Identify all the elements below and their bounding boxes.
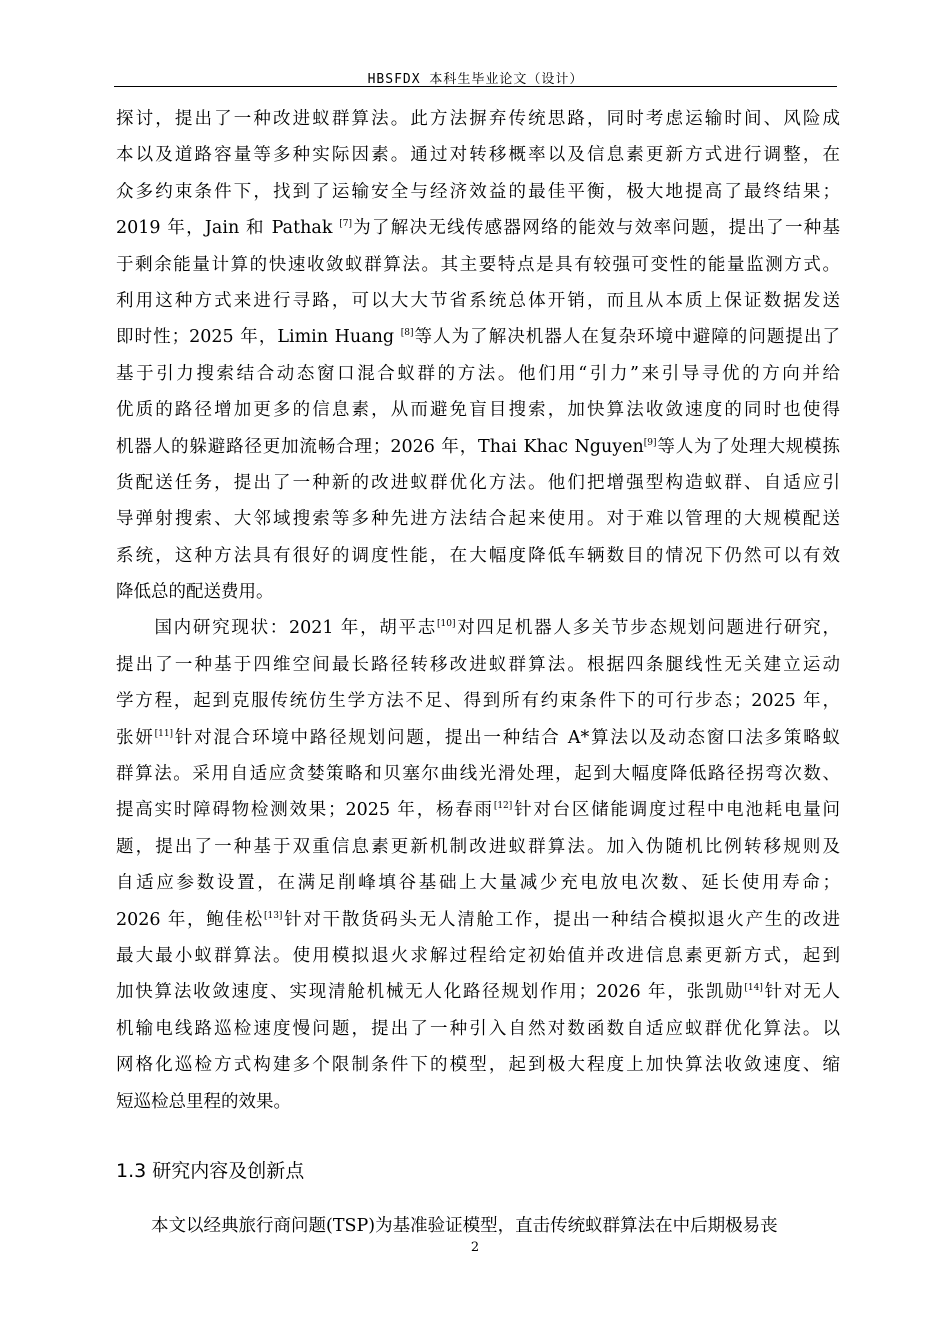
paragraph-line <box>116 1011 840 1047</box>
line-text: 等人为了解决机器人在复杂环境中避障的问题提出了 <box>413 327 841 348</box>
line-text: 短巡检总里程的效果。 <box>116 1091 291 1112</box>
paragraph-line <box>116 137 840 173</box>
paragraph-line <box>116 938 840 974</box>
line-text: 对四足机器人多关节步态规划问题进行研究， <box>455 618 841 639</box>
line-text: 网格化巡检方式构建多个限制条件下的模型，起到极大程度上加快算法收敛速度、缩 <box>116 1055 840 1076</box>
line-text: 利用这种方式来进行寻路，可以大大节省系统总体开销，而且从本质上保证数据发送 <box>116 290 840 311</box>
line-text: 降低总的配送费用。 <box>116 582 274 603</box>
paragraph-line <box>116 501 840 537</box>
paragraph-line <box>116 792 840 828</box>
paragraph-line <box>116 210 840 246</box>
line-text: 自适应参数设置，在满足削峰填谷基础上大量减少充电放电次数、延长使用寿命； <box>116 873 840 894</box>
line-text: 张妍 <box>116 727 155 748</box>
line-text: 货配送任务，提出了一种新的改进蚁群优化方法。他们把增强型构造蚁群、自适应引 <box>116 472 840 493</box>
paragraph-line <box>116 247 840 283</box>
paragraph-line <box>116 974 840 1010</box>
line-text: 国内研究现状：2021 年，胡平志 <box>116 618 437 639</box>
line-text: 本以及道路容量等多种实际因素。通过对转移概率以及信息素更新方式进行调整，在 <box>116 145 840 166</box>
line-text: 众多约束条件下，找到了运输安全与经济效益的最佳平衡，极大地提高了最终结果； <box>116 181 840 202</box>
line-text: 探讨，提出了一种改进蚁群算法。此方法摒弃传统思路，同时考虑运输时间、风险成 <box>116 109 840 129</box>
line-text: 2026 年，鲍佳松 <box>116 909 264 930</box>
line-text: 即时性；2025 年，Limin Huang <box>116 327 401 348</box>
paragraph-line <box>116 610 840 646</box>
line-text: 为了解决无线传感器网络的能效与效率问题，提出了一种基 <box>352 218 840 239</box>
line-text: 针对无人 <box>762 982 840 1003</box>
paragraph-line <box>116 683 840 719</box>
paragraph-line <box>116 356 840 392</box>
citation-superscript: [12] <box>493 801 513 812</box>
paragraph-line <box>116 756 840 792</box>
line-text: 2019 年，Jain 和 Pathak <box>116 218 340 239</box>
paragraph-line <box>116 174 840 210</box>
line-text: 针对台区储能调度过程中电池耗电量问 <box>512 800 840 821</box>
line-text: 题，提出了一种基于双重信息素更新机制改进蚁群算法。加入伪随机比例转移规则及 <box>116 836 840 857</box>
line-text: 提出了一种基于四维空间最长路径转移改进蚁群算法。根据四条腿线性无关建立运动 <box>116 654 840 675</box>
body-text <box>116 101 840 1120</box>
paragraph-line <box>116 465 840 501</box>
citation-superscript: [10] <box>437 619 456 630</box>
line-text: 等人为了处理大规模拣 <box>656 436 841 457</box>
paragraph-line <box>116 1047 840 1083</box>
paragraph-line <box>116 101 840 137</box>
citation-superscript: [7] <box>339 219 352 230</box>
line-text: 机输电线路巡检速度慢问题，提出了一种引入自然对数函数自适应蚁群优化算法。以 <box>116 1018 840 1039</box>
citation-superscript: [11] <box>154 728 174 739</box>
header-rule <box>114 86 837 87</box>
paragraph-line <box>116 865 840 901</box>
line-text: 机器人的躲避路径更加流畅合理；2026 年，Thai Khac Nguyen <box>116 436 644 457</box>
line-text: 加快算法收敛速度、实现清舱机械无人化路径规划作用；2026 年，张凯勋 <box>116 982 745 1003</box>
citation-superscript: [8] <box>400 328 414 339</box>
citation-superscript: [13] <box>263 910 283 921</box>
paragraph-line <box>116 429 840 465</box>
paragraph-line <box>116 392 840 428</box>
page-number: 2 <box>470 1240 480 1255</box>
paragraph-line <box>116 647 840 683</box>
paragraph-line <box>116 283 840 319</box>
line-text: 针对混合环境中路径规划问题，提出一种结合 A*算法以及动态窗口法多策略蚁 <box>173 727 841 748</box>
line-text: 导弹射搜索、大邻域搜索等多种先进方法结合起来使用。对于难以管理的大规模配送 <box>116 509 840 530</box>
paragraph-line <box>116 319 840 355</box>
line-text: 提高实时障碍物检测效果；2025 年，杨春雨 <box>116 800 494 821</box>
paragraph-line <box>116 829 840 865</box>
line-text: 针对干散货码头无人清舱工作，提出一种结合模拟退火产生的改进 <box>282 909 841 930</box>
line-text: 基于引力搜索结合动态窗口混合蚁群的方法。他们用“引力”来引导寻优的方向并给 <box>116 363 840 384</box>
section-heading: 1.3 研究内容及创新点 <box>116 1160 305 1182</box>
paragraph-line <box>116 902 840 938</box>
line-text: 于剩余能量计算的快速收敛蚁群算法。其主要特点是具有较强可变性的能量监测方式。 <box>116 254 840 275</box>
citation-superscript: [9] <box>643 437 657 448</box>
running-header: HBSFDX 本科生毕业论文（设计） <box>367 72 584 87</box>
paragraph-line <box>116 1084 840 1120</box>
line-text: 群算法。采用自适应贪婪策略和贝塞尔曲线光滑处理，起到大幅度降低路径拐弯次数、 <box>116 764 840 785</box>
line-text: 最大最小蚁群算法。使用模拟退火求解过程给定初始值并改进信息素更新方式，起到 <box>116 945 840 966</box>
paragraph-line <box>116 720 840 756</box>
paragraph-line <box>116 538 840 574</box>
line-text: 系统，这种方法具有很好的调度性能，在大幅度降低车辆数目的情况下仍然可以有效 <box>116 545 840 566</box>
paragraph-line: 本文以经典旅行商问题(TSP)为基准验证模型，直击传统蚁群算法在中后期极易丧 <box>116 1216 778 1236</box>
line-text: 学方程，起到克服传统仿生学方法不足、得到所有约束条件下的可行步态；2025 年， <box>116 691 840 712</box>
line-text: 优质的路径增加更多的信息素，从而避免盲目搜索，加快算法收敛速度的同时也使得 <box>116 400 840 421</box>
citation-superscript: [14] <box>744 983 763 994</box>
paragraph-line <box>116 574 840 610</box>
